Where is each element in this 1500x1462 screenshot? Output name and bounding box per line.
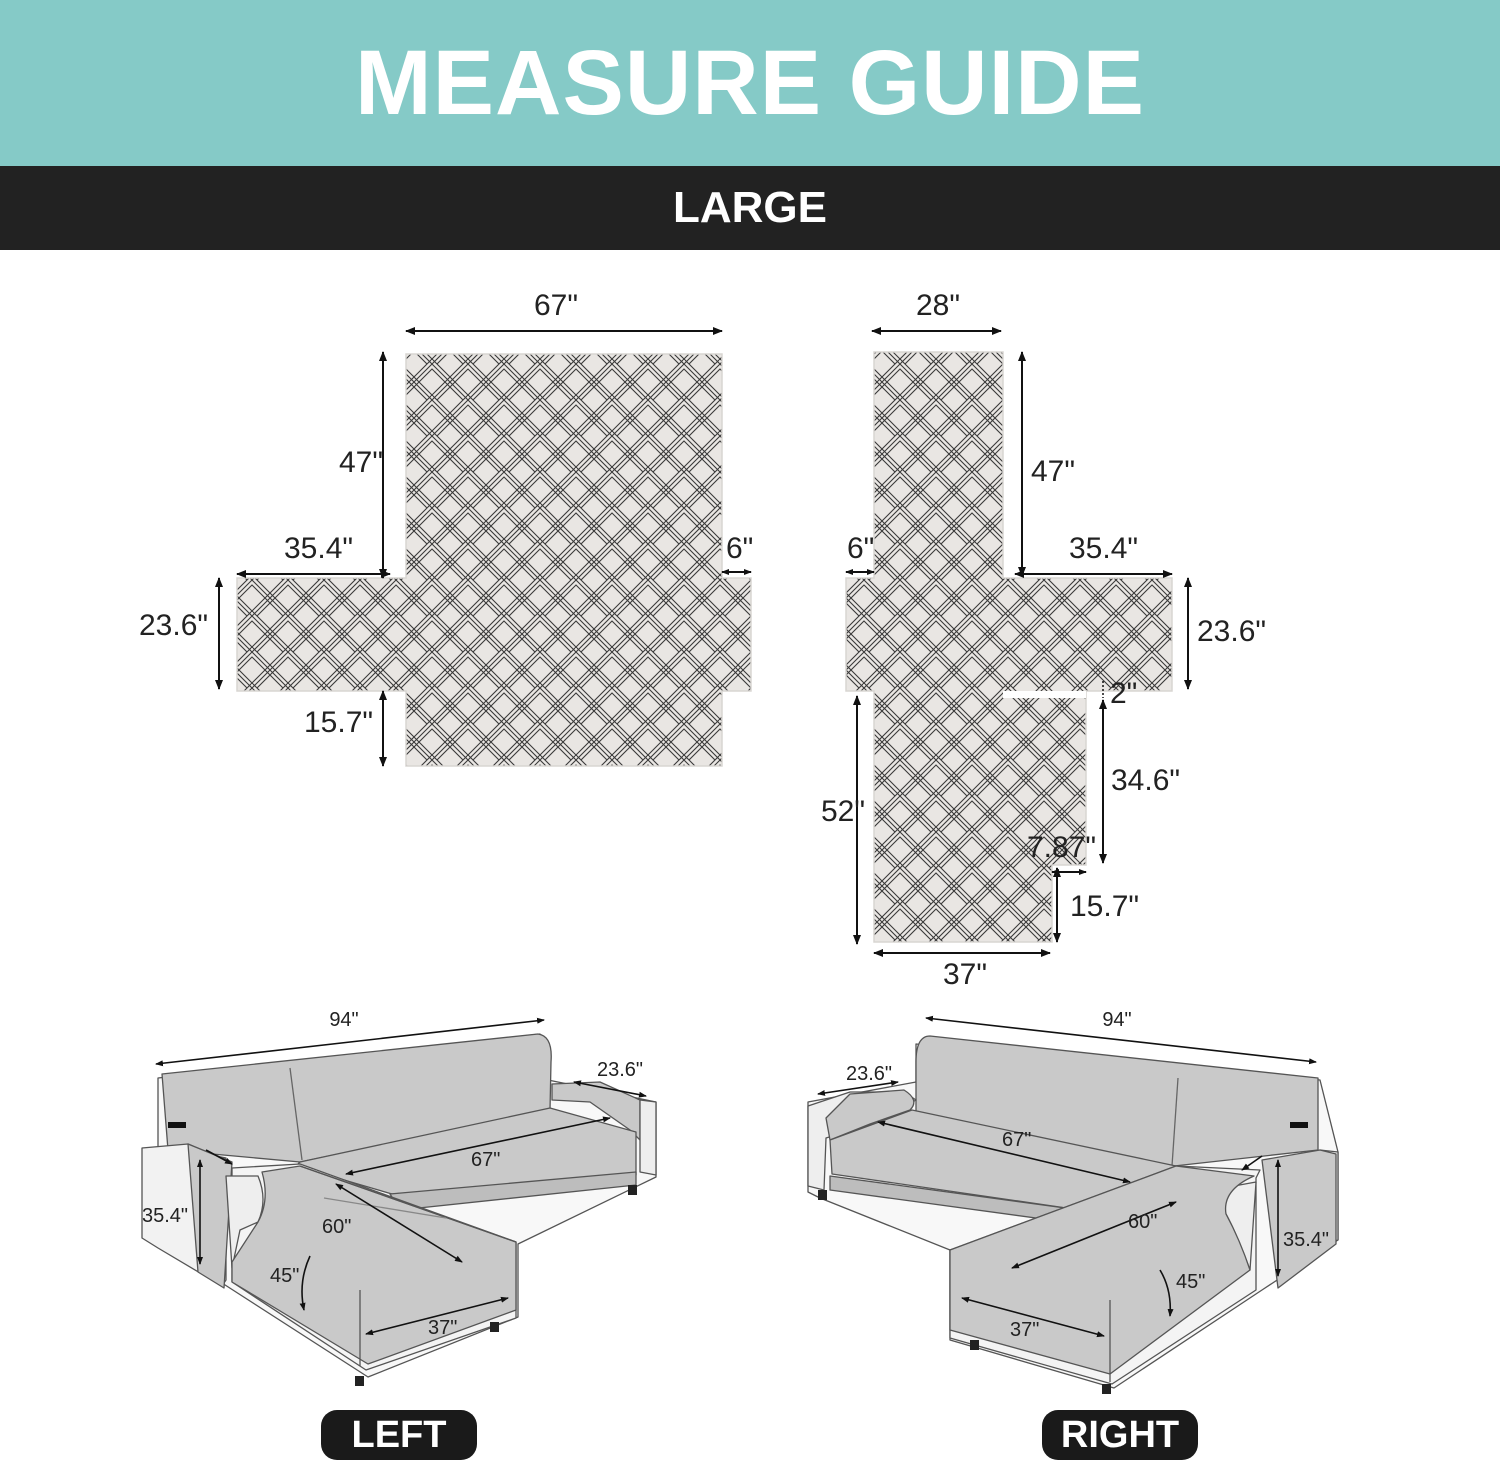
left-sofa-total-width-label: 94" <box>329 1009 359 1031</box>
right-arm-length-label: 35.4" <box>1069 532 1139 565</box>
right-sofa-illustration <box>808 1009 1338 1394</box>
right-sofa-seat-width-label: 67" <box>1002 1129 1032 1151</box>
left-flat-layout <box>139 289 753 766</box>
right-back-height-label: 47" <box>1031 455 1076 488</box>
right-arm-width-label: 23.6" <box>1197 615 1267 648</box>
right-width-top-label: 28" <box>915 289 961 322</box>
size-bar <box>0 166 1500 250</box>
right-arm-flap-label: 6" <box>847 532 875 565</box>
right-sofa-chaise-width-label: 37" <box>1010 1319 1040 1341</box>
left-sofa-chaise-length-label: 60" <box>322 1216 352 1238</box>
left-width-top-label: 67" <box>533 289 579 322</box>
right-sofa-side-height-label: 35.4" <box>1283 1229 1330 1251</box>
left-variant-badge: LEFT <box>321 1410 477 1460</box>
right-total-height-label: 52" <box>821 795 866 828</box>
right-cover-shape <box>846 352 1172 942</box>
right-sofa-chaise-length-label: 60" <box>1128 1211 1158 1233</box>
left-sofa-seat-width-label: 67" <box>471 1149 501 1171</box>
right-width-bottom-label: 37" <box>942 958 988 991</box>
right-seat-drop-label: 15.7" <box>1070 890 1140 923</box>
left-sofa-side-height-label: 35.4" <box>142 1205 189 1227</box>
left-arm-length-label: 35.4" <box>284 532 354 565</box>
right-seat-depth-label: 34.6" <box>1111 764 1181 797</box>
right-sofa-total-width-label: 94" <box>1102 1009 1132 1031</box>
left-back-height-label: 47" <box>339 446 384 479</box>
left-sofa-chaise-corner-label: 45" <box>270 1265 300 1287</box>
right-notch-label: 7.87" <box>1027 831 1097 864</box>
page-title: MEASURE GUIDE <box>355 31 1145 134</box>
left-sofa-illustration <box>142 1009 656 1386</box>
left-sofa-arm-width-label: 23.6" <box>597 1059 644 1081</box>
measure-diagram <box>0 250 1500 1462</box>
right-gap-label: 2" <box>1110 677 1138 710</box>
right-sofa-arm-width-label: 23.6" <box>846 1063 893 1085</box>
left-seat-drop-label: 15.7" <box>304 706 374 739</box>
right-sofa-chaise-corner-label: 45" <box>1176 1271 1206 1293</box>
right-flat-layout <box>821 289 1266 991</box>
left-arm-flap-label: 6" <box>726 532 754 565</box>
left-sofa-chaise-width-label: 37" <box>428 1317 458 1339</box>
header-banner <box>0 0 1500 166</box>
size-label: LARGE <box>673 183 827 232</box>
right-variant-badge: RIGHT <box>1042 1410 1198 1460</box>
left-arm-width-label: 23.6" <box>139 609 209 642</box>
